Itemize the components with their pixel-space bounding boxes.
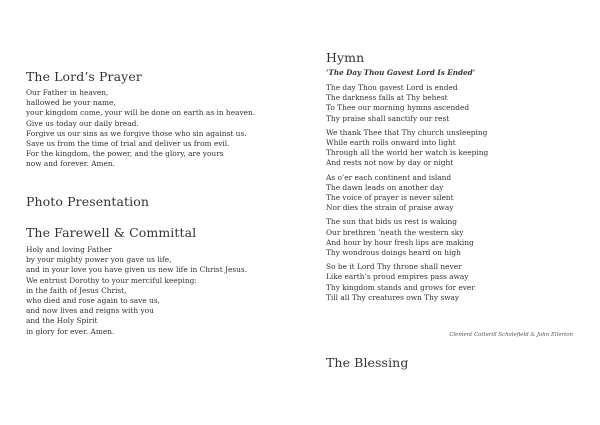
farewell-heading: The Farewell & Committal <box>26 225 197 240</box>
committal-line: Holy and loving Father <box>26 245 112 254</box>
hymn-verse <box>326 262 488 303</box>
hymn-line: Our brethren ’neath the western sky <box>326 227 464 237</box>
committal-line: and in your love you have given us new life in Christ Jesus. <box>26 265 248 275</box>
prayer-line: Forgive us our sins as we forgive those who sin against us. <box>26 128 247 138</box>
hymn-verses <box>326 83 488 307</box>
hymn-heading: Hymn <box>326 50 365 65</box>
hymn-line: Thy kingdom stands and grows for ever <box>326 282 475 292</box>
hymn-line: And hour by hour fresh lips are making <box>326 237 474 247</box>
prayer-line: now and forever. Amen. <box>26 159 116 169</box>
hymn-line: Thy wondrous doings heard on high <box>326 248 461 258</box>
hymn-verse <box>326 128 488 169</box>
right-page <box>300 0 600 425</box>
hymn-line: Like earth’s proud empires pass away <box>326 272 469 282</box>
hymn-line: Nor dies the strain of praise away <box>326 203 454 213</box>
hymn-subtitle: ‘The Day Thou Gavest Lord Is Ended’ <box>326 68 476 77</box>
hymn-line: Thy praise shall sanctify our rest <box>326 113 450 123</box>
hymn-line: The dawn leads on another day <box>326 182 444 192</box>
hymn-line: The voice of prayer is never silent <box>326 193 454 203</box>
committal-line: in the faith of Jesus Christ, <box>26 285 127 295</box>
committal-line: in glory for ever. Amen. <box>26 326 115 336</box>
lords-prayer-text <box>26 88 255 170</box>
blessing-heading: The Blessing <box>326 355 409 370</box>
prayer-line: hallowed be your name, <box>26 98 116 108</box>
photo-presentation-heading: Photo Presentation <box>26 194 150 209</box>
hymn-verse <box>326 173 488 214</box>
committal-line: We entrust Dorothy to your merciful keeping: <box>26 275 197 285</box>
prayer-line: your kingdom come, your will be done on earth as in heaven. <box>26 108 256 118</box>
hymn-verse <box>326 83 488 124</box>
prayer-line: For the kingdom, the power, and the glory, are yours <box>26 149 224 159</box>
hymn-line: Through all the world her watch is keeping <box>326 148 489 158</box>
prayer-line: Our Father in heaven, <box>26 88 109 97</box>
hymn-credit: Clement Cotterill Scholefield & John Ellerton <box>449 332 573 338</box>
hymn-line: The darkness falls at Thy behest <box>326 93 448 103</box>
hymn-verse <box>326 217 488 258</box>
hymn-line: To Thee our morning hymns ascended <box>326 103 470 113</box>
hymn-line: The day Thou gavest Lord is ended <box>326 83 458 92</box>
hymn-line: So be it Lord Thy throne shall never <box>326 262 462 272</box>
hymn-line: We thank Thee that Thy church unsleeping <box>326 127 488 137</box>
prayer-line: Give us today our daily bread. <box>26 118 139 128</box>
lords-prayer-heading: The Lord’s Prayer <box>26 69 142 84</box>
prayer-line: Save us from the time of trial and deliver us from evil. <box>26 139 230 149</box>
committal-line: who died and rose again to save us, <box>26 296 160 306</box>
hymn-line: As o’er each continent and island <box>326 172 452 182</box>
hymn-line: Till all Thy creatures own Thy sway <box>326 292 460 302</box>
farewell-text <box>26 245 247 337</box>
committal-line: and the Holy Spirit <box>26 316 98 326</box>
hymn-line: While earth rolls onward into light <box>326 138 456 148</box>
committal-line: by your mighty power you gave us life, <box>26 255 172 265</box>
committal-line: and now lives and reigns with you <box>26 306 154 316</box>
hymn-line: And rests not now by day or night <box>326 158 454 168</box>
hymn-line: The sun that bids us rest is waking <box>326 217 457 227</box>
